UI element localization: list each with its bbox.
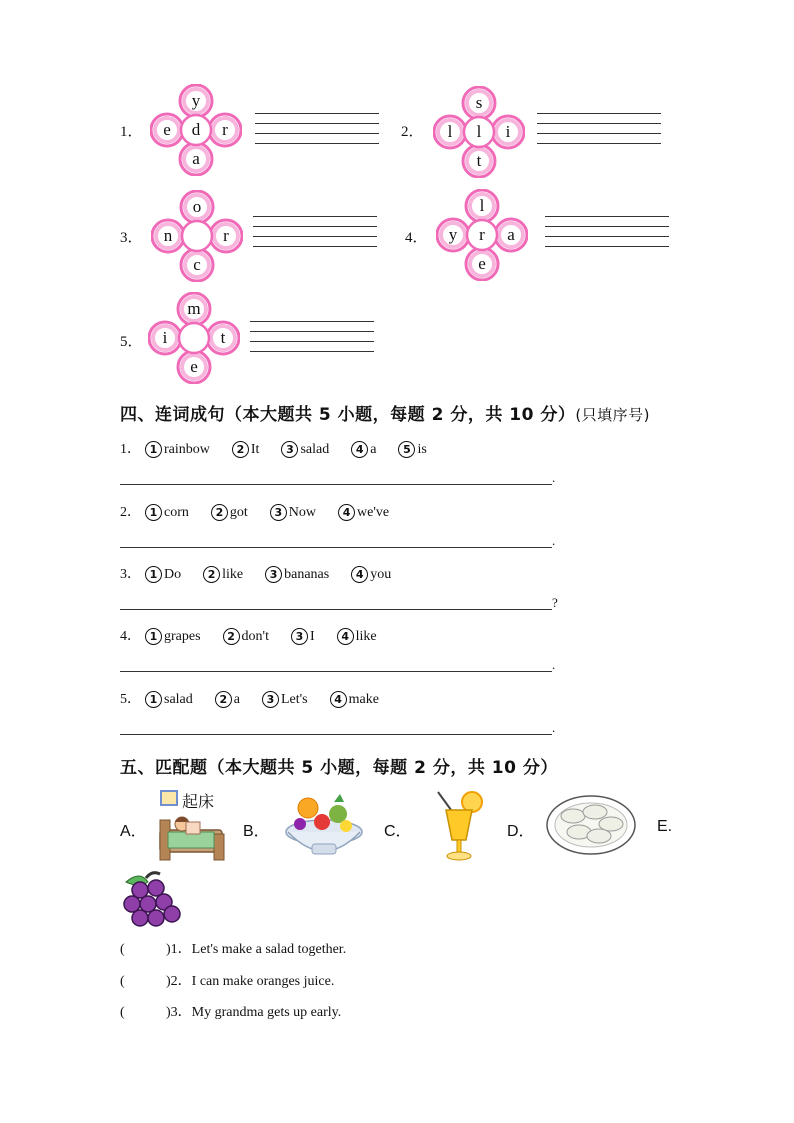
- matching-question-1: [120, 938, 346, 958]
- question-number: 2．: [120, 505, 141, 520]
- word-choice: [351, 441, 376, 458]
- letter-center: r: [479, 225, 485, 244]
- word-text: grapes: [164, 628, 201, 644]
- puzzle-number-5: 5．: [120, 334, 143, 350]
- question-text: I can make oranges juice.: [191, 974, 335, 989]
- letter-flower-4: [436, 189, 528, 281]
- circled-number: 4: [351, 441, 368, 458]
- letter-bottom: e: [190, 357, 198, 376]
- word-text: is: [417, 441, 427, 457]
- puzzle-number-1: 1．: [120, 124, 143, 140]
- letter-flower-5: [148, 292, 240, 384]
- letter-top: m: [187, 299, 201, 318]
- word-text: Let's: [280, 691, 308, 707]
- answer-bracket-open[interactable]: (: [120, 974, 125, 989]
- word-text: I: [309, 628, 315, 644]
- word-choice: [265, 566, 329, 583]
- circled-number: 3: [265, 566, 282, 583]
- answer-line[interactable]: [120, 734, 552, 735]
- circled-number: 2: [215, 691, 232, 708]
- word-text: It: [250, 441, 260, 457]
- word-text: salad: [164, 691, 193, 707]
- word-choice: [351, 566, 391, 583]
- question-number: )2．: [166, 974, 192, 989]
- option-e-label: E.: [657, 818, 673, 835]
- answer-bracket-open[interactable]: (: [120, 1005, 125, 1020]
- word-text: got: [229, 504, 248, 520]
- word-text: Now: [288, 504, 317, 520]
- word-choice: [203, 566, 243, 583]
- option-a-label: A．: [120, 823, 147, 840]
- word-text: Do: [164, 566, 182, 582]
- circled-number: 1: [145, 691, 162, 708]
- answer-line[interactable]: [120, 671, 552, 672]
- writing-lines-4[interactable]: [545, 216, 669, 256]
- window-icon: [160, 790, 178, 806]
- letter-right: r: [222, 120, 228, 139]
- question-number: 3．: [120, 567, 141, 582]
- word-choice: [145, 441, 210, 458]
- word-text: like: [222, 566, 244, 582]
- letter-flower-1: [150, 84, 242, 176]
- letter-bottom: a: [192, 149, 200, 168]
- dumplings-icon[interactable]: [545, 794, 637, 856]
- circled-number: 4: [351, 566, 368, 583]
- grapes-icon[interactable]: [118, 868, 190, 930]
- circled-number: 5: [398, 441, 415, 458]
- word-choice: [145, 504, 189, 521]
- option-b-label: B．: [243, 823, 270, 840]
- letter-center: l: [476, 122, 482, 141]
- circled-number: 1: [145, 441, 162, 458]
- word-choice: [338, 504, 389, 521]
- circled-number: 1: [145, 628, 162, 645]
- word-choice: [232, 441, 260, 458]
- answer-bracket-open[interactable]: (: [120, 942, 125, 957]
- sentence-end-mark: ?: [552, 595, 558, 610]
- section-four-note: (只填序号): [575, 406, 651, 424]
- writing-lines-3[interactable]: [253, 216, 377, 256]
- word-order-question-4: [120, 625, 399, 645]
- sentence-end-mark: .: [552, 533, 556, 548]
- word-text: rainbow: [164, 441, 210, 457]
- word-choice: [145, 628, 201, 645]
- question-text: Let's make a salad together.: [191, 942, 347, 957]
- writing-lines-2[interactable]: [537, 113, 661, 153]
- question-number: 5．: [120, 692, 141, 707]
- word-text: don't: [241, 628, 269, 644]
- letter-top: l: [479, 196, 485, 215]
- letter-bottom: e: [478, 254, 486, 273]
- sentence-end-mark: .: [552, 470, 556, 485]
- word-text: bananas: [284, 566, 330, 582]
- circled-number: 2: [223, 628, 240, 645]
- letter-top: s: [475, 93, 483, 112]
- orange-juice-icon[interactable]: [432, 790, 488, 862]
- question-number: 1．: [120, 442, 141, 457]
- letter-left: e: [163, 120, 171, 139]
- letter-left: l: [447, 122, 453, 141]
- answer-line[interactable]: [120, 547, 552, 548]
- letter-flower-2: [433, 86, 525, 178]
- word-text: you: [370, 566, 392, 582]
- word-text: salad: [300, 441, 330, 457]
- circled-number: 3: [291, 628, 308, 645]
- section-four-heading: [120, 400, 650, 425]
- section-four-title: 四、连词成句（本大题共 5 小题，每题 2 分，共 10 分）: [120, 405, 576, 425]
- letter-center: d: [191, 120, 201, 139]
- puzzle-number-4: 4．: [405, 230, 428, 246]
- letter-right: t: [220, 328, 226, 347]
- letter-bottom: t: [476, 151, 482, 170]
- word-choice: [281, 441, 329, 458]
- letter-right: r: [223, 226, 229, 245]
- word-choice: [215, 691, 240, 708]
- puzzle-number-2: 2．: [401, 124, 424, 140]
- word-order-question-1: [120, 438, 449, 458]
- word-choice: [291, 628, 315, 645]
- letter-flower-3: [151, 190, 243, 282]
- word-text: like: [355, 628, 377, 644]
- circled-number: 3: [270, 504, 287, 521]
- letter-right: i: [505, 122, 511, 141]
- matching-question-2: [120, 970, 334, 990]
- word-choice: [330, 691, 379, 708]
- word-choice: [211, 504, 248, 521]
- question-number: )1．: [166, 942, 192, 957]
- letter-bottom: c: [193, 255, 201, 274]
- section-five-heading: 五、匹配题（本大题共 5 小题，每题 2 分，共 10 分）: [120, 758, 558, 778]
- puzzle-number-3: 3．: [120, 230, 143, 246]
- letter-left: i: [162, 328, 168, 347]
- writing-lines-1[interactable]: [255, 113, 379, 153]
- letter-top: y: [191, 91, 201, 110]
- word-choice: [145, 691, 193, 708]
- circled-number: 2: [211, 504, 228, 521]
- get-up-picture[interactable]: [158, 788, 228, 864]
- word-order-question-2: [120, 501, 411, 521]
- fruit-salad-icon[interactable]: [282, 792, 366, 858]
- writing-lines-5[interactable]: [250, 321, 374, 361]
- letter-top: o: [192, 197, 202, 216]
- option-c-label: C．: [384, 823, 412, 840]
- circled-number: 4: [330, 691, 347, 708]
- question-number: 4．: [120, 629, 141, 644]
- word-choice: [398, 441, 426, 458]
- letter-right: a: [507, 225, 515, 244]
- get-up-caption: 起床: [182, 792, 215, 811]
- matching-question-3: [120, 1001, 341, 1021]
- bed-icon: [158, 810, 226, 862]
- sentence-end-mark: .: [552, 657, 556, 672]
- word-choice: [145, 566, 181, 583]
- word-text: we've: [357, 504, 390, 520]
- circled-number: 1: [145, 566, 162, 583]
- word-text: a: [233, 691, 240, 707]
- circled-number: 2: [203, 566, 220, 583]
- answer-line[interactable]: [120, 484, 552, 485]
- question-text: My grandma gets up early.: [191, 1005, 342, 1020]
- circled-number: 4: [337, 628, 354, 645]
- circled-number: 3: [262, 691, 279, 708]
- option-d-label: D．: [507, 823, 535, 840]
- word-choice: [337, 628, 377, 645]
- word-choice: [270, 504, 316, 521]
- word-text: corn: [164, 504, 189, 520]
- circled-number: 1: [145, 504, 162, 521]
- letter-left: y: [448, 225, 458, 244]
- word-order-question-5: [120, 688, 401, 708]
- question-number: )3．: [166, 1005, 192, 1020]
- circled-number: 4: [338, 504, 355, 521]
- sentence-end-mark: .: [552, 720, 556, 735]
- answer-line[interactable]: [120, 609, 552, 610]
- word-text: make: [348, 691, 379, 707]
- circled-number: 3: [281, 441, 298, 458]
- circled-number: 2: [232, 441, 249, 458]
- word-choice: [223, 628, 269, 645]
- word-text: a: [370, 441, 377, 457]
- word-order-question-3: [120, 563, 413, 583]
- letter-left: n: [163, 226, 173, 245]
- word-choice: [262, 691, 308, 708]
